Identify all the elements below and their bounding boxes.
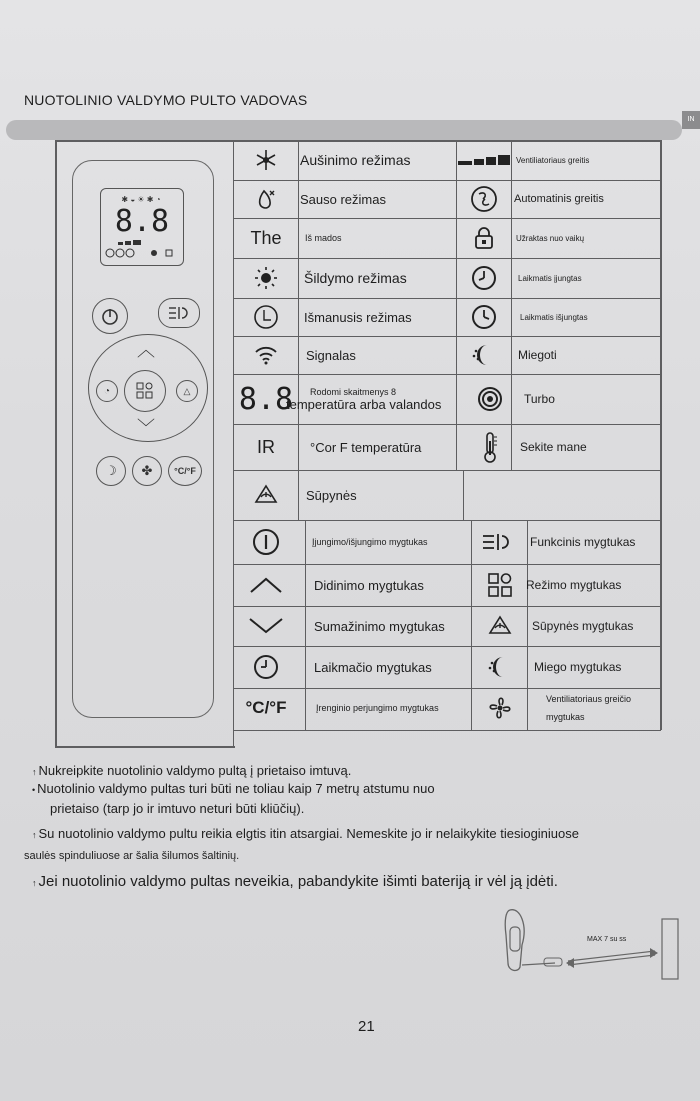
mode-icon xyxy=(472,564,528,606)
function-icon xyxy=(470,520,526,564)
remote-mode-button[interactable] xyxy=(124,370,166,412)
left-label: Aušinimo režimas xyxy=(300,152,411,168)
right-label: Miego mygtukas xyxy=(534,660,622,674)
left-label-main: temperatūra arba valandos xyxy=(286,396,442,412)
left-symbol-text: The xyxy=(250,227,282,248)
note-2-continued: prietaiso (tarp jo ir imtuvo neturi būti kliūčių). xyxy=(50,801,305,816)
left-label: Signalas xyxy=(306,347,356,363)
note-2: • Nuotolinio valdymo pultas turi būti ne toliau kaip 7 metrų atstumu nuo xyxy=(32,781,435,796)
timer-icon xyxy=(233,646,299,688)
language-tab: IN xyxy=(682,111,700,129)
distance-label: MAX 7 su ss xyxy=(587,936,627,943)
left-label: Didinimo mygtukas xyxy=(314,577,424,593)
swing-icon xyxy=(472,606,528,646)
auto-fan-icon xyxy=(456,180,512,218)
right-label: Ventiliatoriaus greitis xyxy=(516,155,590,165)
right-label: Laikmatis išjungtas xyxy=(520,312,588,322)
remote-down-button[interactable]: ﹀ xyxy=(137,418,155,438)
distance-diagram xyxy=(500,905,690,985)
fan-icon xyxy=(472,688,528,728)
sun-icon xyxy=(233,258,299,298)
left-symbol-text: 8.8 xyxy=(238,381,294,417)
turbo-swirl-icon xyxy=(462,374,518,424)
lcd-bottom-icons xyxy=(104,240,178,260)
note-1: ↑ Nukreipkite nuotolinio valdymo pultą į prietaiso imtuvą. xyxy=(32,763,352,778)
right-label: Režimo mygtukas xyxy=(526,578,622,592)
page-number: 21 xyxy=(358,1018,375,1035)
left-symbol-text: IR xyxy=(257,436,275,457)
right-label: Užraktas nuo vaikų xyxy=(516,233,585,243)
right-label: Laikmatis įjungtas xyxy=(518,273,582,283)
snowflake-icon xyxy=(233,140,299,180)
sleep-moon-icon xyxy=(456,336,512,374)
power-icon xyxy=(233,520,299,564)
sleep-moon-icon xyxy=(472,646,528,688)
thermometer-icon xyxy=(462,424,518,470)
chevron-up-icon xyxy=(233,564,299,606)
remote-power-button[interactable] xyxy=(92,298,128,334)
right-label: Automatinis greitis xyxy=(514,193,604,205)
left-label: °Cor F temperatūra xyxy=(310,439,422,455)
lock-icon xyxy=(456,218,512,258)
right-label: Sekite mane xyxy=(520,440,587,454)
swing-icon xyxy=(233,470,299,520)
dry-drop-icon xyxy=(233,180,299,218)
note-3-continued: saulės spinduliuose ar šalia šilumos šaltinių. xyxy=(24,850,240,862)
fan-speed-bars-icon xyxy=(456,140,512,180)
right-label: Miegoti xyxy=(518,348,557,362)
left-label xyxy=(286,374,458,424)
chevron-down-icon xyxy=(233,606,299,646)
left-symbol-text: °C/°F xyxy=(245,698,287,717)
right-label: Funkcinis mygtukas xyxy=(530,535,636,549)
lcd-digits: 8.8 xyxy=(114,203,170,239)
header-bar xyxy=(6,120,682,140)
left-label-small: Rodomi skaitmenys 8 xyxy=(310,386,397,397)
right-label: Ventiliatoriaus greičio mygtukas xyxy=(546,694,632,722)
remote-fan-button[interactable]: ✤ xyxy=(132,456,162,486)
remote-up-button[interactable]: ︿ xyxy=(137,340,155,360)
left-label: Sumažinimo mygtukas xyxy=(314,618,445,634)
note-3: ↑ Su nuotolinio valdymo pultu reikia elgtis itin atsargiai. Nemeskite jo ir nelaikykite tiesioginiuose xyxy=(32,826,579,841)
lcd-status-icons: ✱ ◒ ☀ ✱ ◔ xyxy=(121,194,161,204)
remote-timer-button[interactable]: ◔ xyxy=(96,380,118,402)
remote-sleep-button[interactable]: ☽ xyxy=(96,456,126,486)
left-label: Įrenginio perjungimo mygtukas xyxy=(316,703,439,713)
right-label: Turbo xyxy=(524,392,555,406)
timer-off-icon xyxy=(456,298,512,336)
right-label: Sūpynės mygtukas xyxy=(532,619,634,633)
note-4: ↑ Jei nuotolinio valdymo pultas neveikia, pabandykite išimti bateriją ir vėl ją įdėti. xyxy=(32,873,558,890)
left-label: Šildymo režimas xyxy=(304,270,407,286)
left-label: Sūpynės xyxy=(306,487,357,503)
left-label: Įjungimo/išjungimo mygtukas xyxy=(312,537,428,547)
smart-mode-icon xyxy=(233,298,299,336)
left-label: Sauso režimas xyxy=(300,191,386,207)
left-label: Išmanusis režimas xyxy=(304,309,412,325)
remote-unit-button[interactable]: °C/°F xyxy=(168,456,202,486)
timer-on-icon xyxy=(456,258,512,298)
remote-swing-button[interactable]: △ xyxy=(176,380,198,402)
page-heading: NUOTOLINIO VALDYMO PULTO VADOVAS xyxy=(24,92,308,108)
left-label: Laikmačio mygtukas xyxy=(314,659,432,675)
left-label: Iš mados xyxy=(305,233,342,243)
remote-function-button[interactable] xyxy=(158,298,200,328)
wifi-signal-icon xyxy=(233,336,299,374)
